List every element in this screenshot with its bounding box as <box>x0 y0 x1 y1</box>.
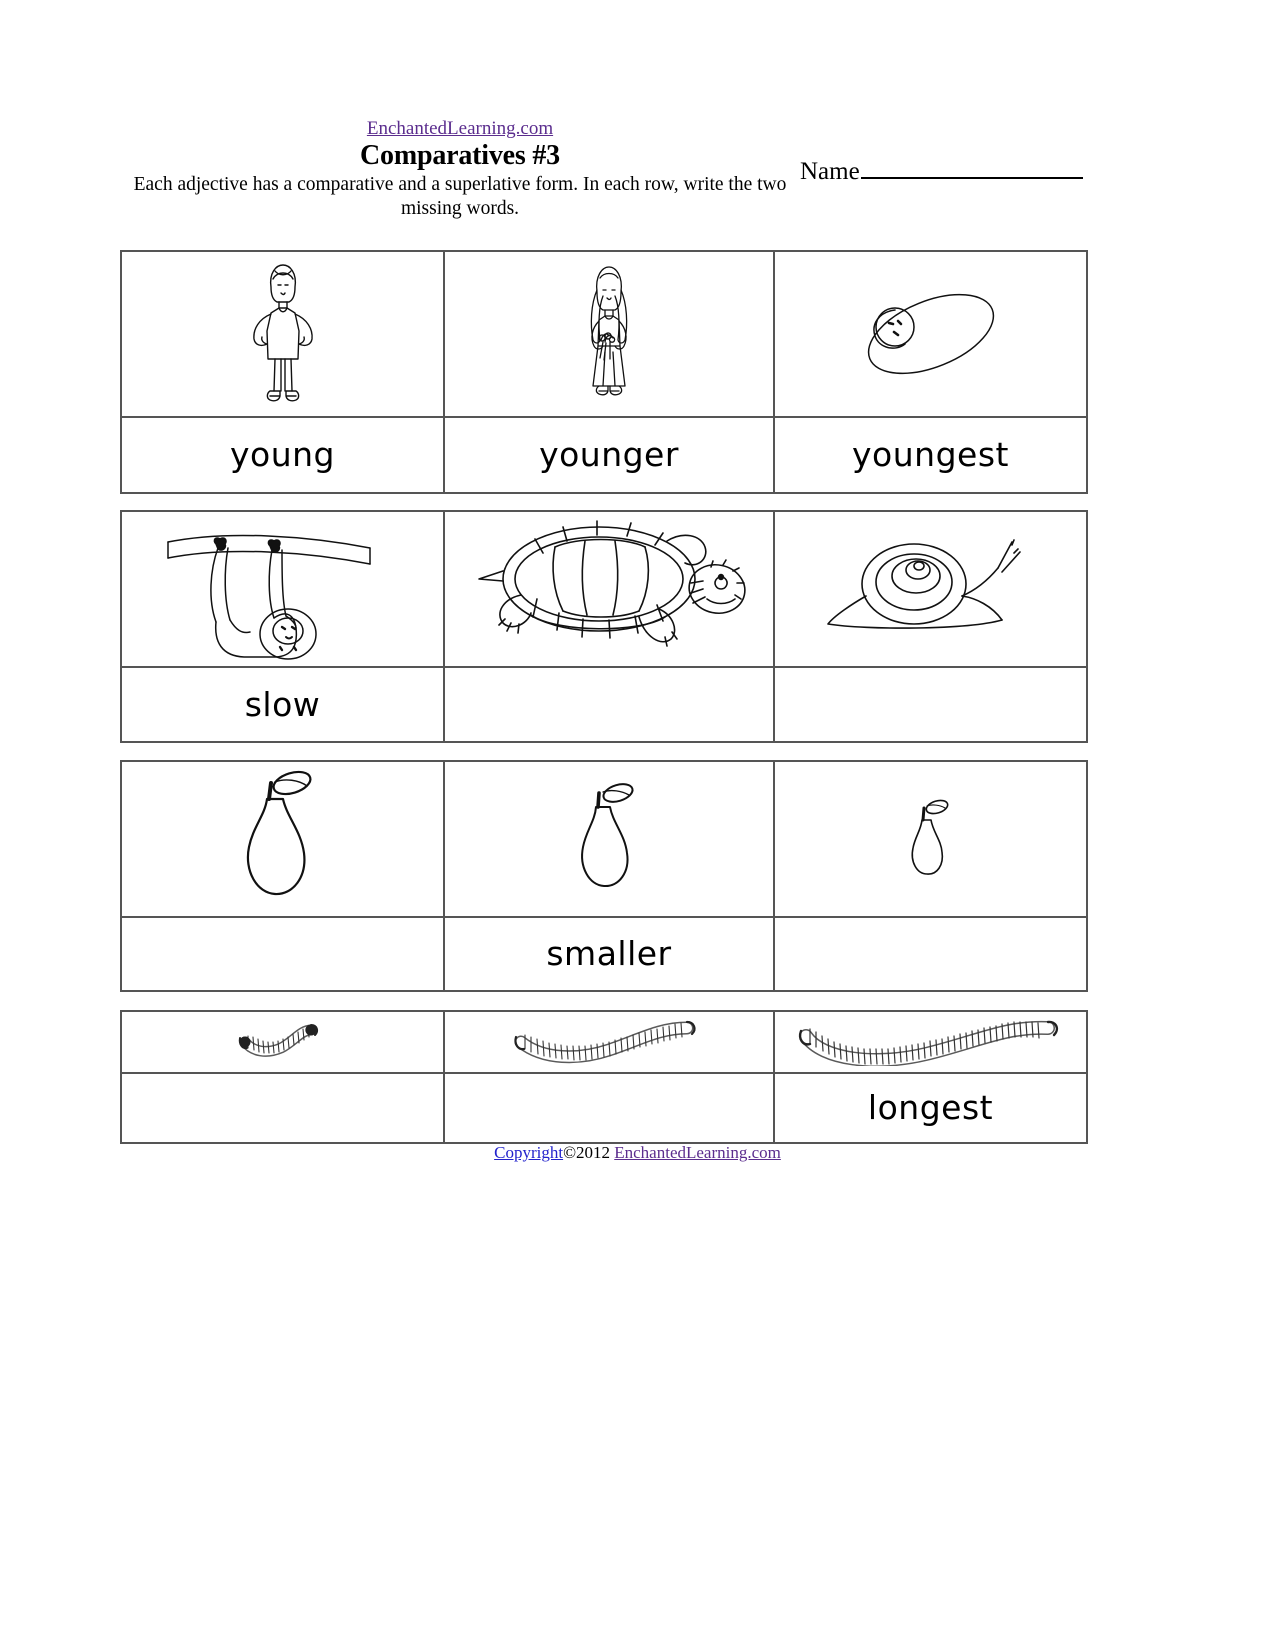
worksheet-header <box>0 118 1275 238</box>
word-row <box>122 418 1086 492</box>
word-label: slow <box>244 684 321 724</box>
name-write-line[interactable] <box>861 158 1083 179</box>
word-row <box>122 918 1086 990</box>
short-worm-icon <box>233 1022 333 1062</box>
sloth-hanging-from-branch-icon <box>158 514 408 664</box>
site-link-top[interactable]: EnchantedLearning.com <box>366 118 554 139</box>
swaddled-baby-icon <box>851 274 1011 394</box>
table-row <box>120 250 1088 494</box>
picture-cell <box>775 512 1086 668</box>
picture-cell <box>445 1012 775 1074</box>
large-pear-icon <box>213 769 353 909</box>
site-link-footer[interactable]: EnchantedLearning.com <box>614 1143 781 1162</box>
picture-cell <box>122 1012 445 1074</box>
copyright-year: ©2012 <box>563 1143 610 1162</box>
picture-cell <box>445 512 775 668</box>
word-cell-blank[interactable] <box>445 1074 775 1142</box>
picture-row <box>122 1012 1086 1074</box>
word-cell-blank[interactable] <box>445 668 775 741</box>
word-cell[interactable] <box>775 418 1086 492</box>
copyright-link[interactable]: Copyright <box>494 1143 564 1162</box>
word-label: longest <box>867 1088 994 1127</box>
word-cell-blank[interactable] <box>122 918 445 990</box>
word-label: smaller <box>546 934 672 973</box>
picture-cell <box>775 252 1086 418</box>
picture-cell <box>445 762 775 918</box>
picture-cell <box>775 1012 1086 1074</box>
word-cell-blank[interactable] <box>775 918 1086 990</box>
long-worm-icon <box>796 1018 1066 1066</box>
word-cell[interactable] <box>122 418 445 492</box>
woman-standing-icon <box>223 259 343 409</box>
picture-row <box>122 762 1086 918</box>
picture-cell <box>122 762 445 918</box>
picture-cell <box>445 252 775 418</box>
word-cell[interactable] <box>122 668 445 741</box>
footer <box>0 1143 1275 1163</box>
small-pear-icon <box>896 794 966 884</box>
table-row <box>120 1010 1088 1144</box>
word-cell[interactable] <box>445 918 775 990</box>
picture-row <box>122 252 1086 418</box>
word-label: younger <box>539 435 679 474</box>
name-field[interactable] <box>800 158 1083 186</box>
picture-row <box>122 512 1086 668</box>
snail-icon <box>816 534 1046 644</box>
name-label: Name <box>800 158 860 185</box>
table-row <box>120 510 1088 743</box>
medium-worm-icon <box>509 1020 709 1064</box>
picture-cell <box>775 762 1086 918</box>
word-cell-blank[interactable] <box>122 1074 445 1142</box>
word-row <box>122 1074 1086 1142</box>
picture-cell <box>122 512 445 668</box>
table-row <box>120 760 1088 992</box>
picture-cell <box>122 252 445 418</box>
word-label: young <box>230 435 335 474</box>
word-cell-blank[interactable] <box>775 668 1086 741</box>
word-cell[interactable] <box>445 418 775 492</box>
page-title: Comparatives #3 <box>360 140 560 171</box>
word-row <box>122 668 1086 741</box>
word-cell[interactable] <box>775 1074 1086 1142</box>
header-title-block <box>130 118 790 221</box>
medium-pear-icon <box>554 779 664 899</box>
word-label: youngest <box>852 435 1009 474</box>
instructions-text: Each adjective has a comparative and a superlative form. In each row, write the two missing words. <box>133 174 787 219</box>
turtle-icon <box>459 519 759 659</box>
girl-with-flowers-icon <box>559 262 659 407</box>
